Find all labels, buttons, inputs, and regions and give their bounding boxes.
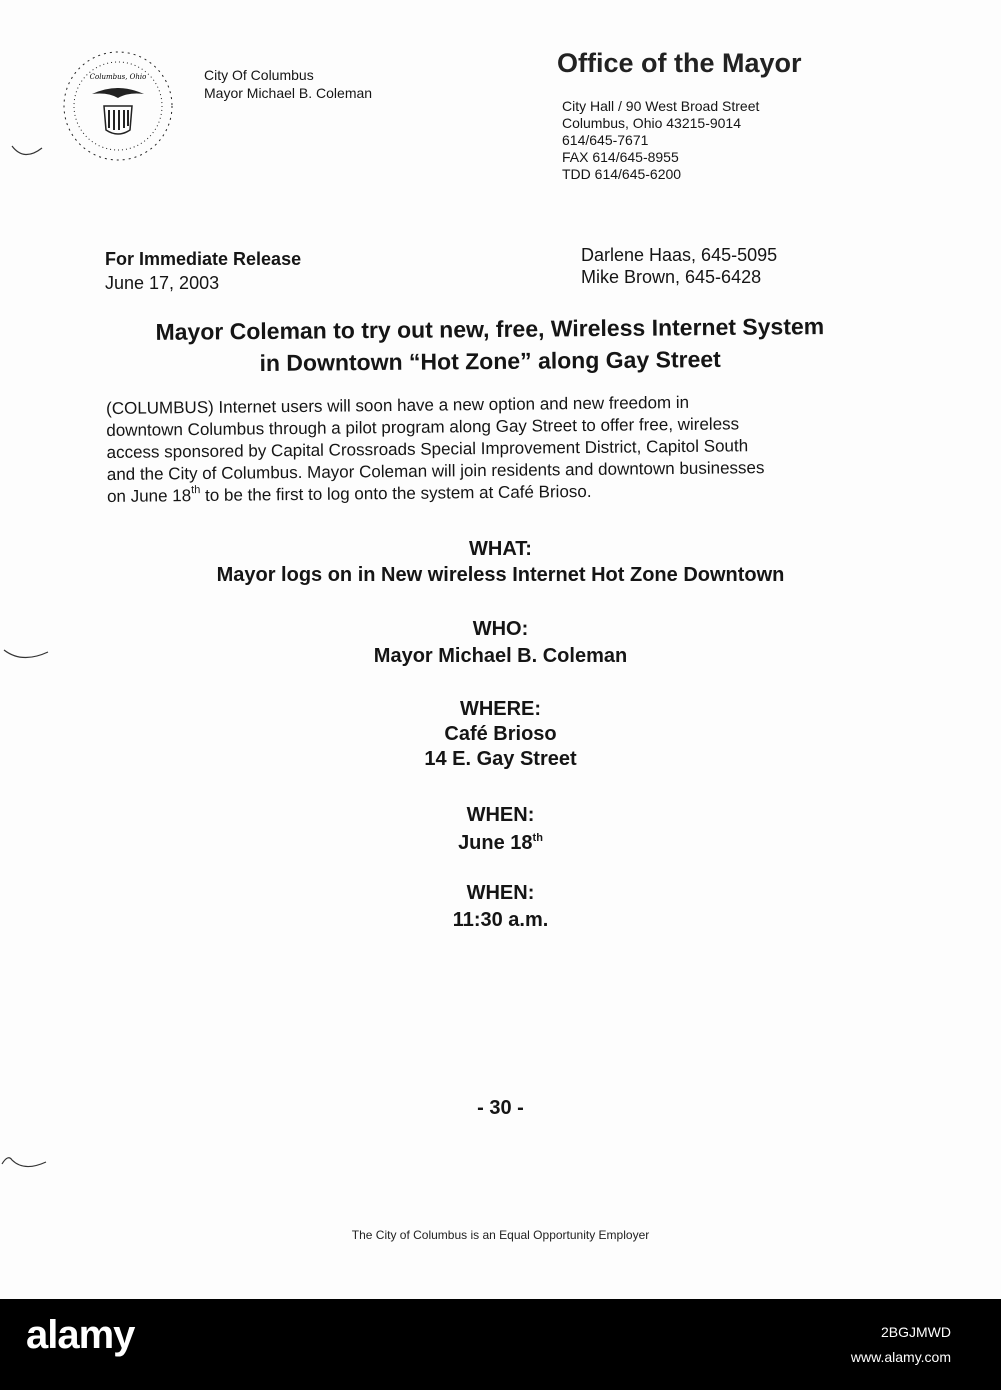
contact-line: Mike Brown, 645-6428 — [581, 267, 762, 287]
body-text-fragment: on June 18 — [106, 486, 192, 506]
address-line: City Hall / 90 West Broad Street — [562, 98, 760, 114]
body-paragraph — [106, 390, 907, 508]
ordinal-suffix: th — [532, 832, 543, 844]
fax-line: FAX 614/645-8955 — [562, 149, 679, 165]
punch-hole-mark-icon — [0, 1150, 52, 1176]
when-section — [0, 803, 1001, 856]
phone-line: 614/645-7671 — [562, 132, 649, 148]
city-seal-icon — [58, 46, 178, 166]
page-number: - 30 - — [477, 1097, 524, 1119]
body-line: access sponsored by Capital Crossroads Special Improvement District, Capitol South — [106, 436, 749, 462]
who-value: Mayor Michael B. Coleman — [373, 645, 628, 667]
office-address — [562, 98, 759, 183]
release-date: June 17, 2003 — [105, 273, 220, 293]
where-label: WHERE: — [459, 698, 542, 720]
who-section — [0, 617, 1001, 669]
punch-hole-mark-icon — [8, 140, 48, 164]
where-address: 14 E. Gay Street — [424, 748, 577, 770]
headline — [80, 309, 901, 380]
tdd-line: TDD 614/645-6200 — [562, 166, 682, 182]
body-line: (COLUMBUS) Internet users will soon have a new option and new freedom in — [106, 392, 690, 418]
ordinal-suffix: th — [191, 484, 201, 497]
when-date — [0, 831, 1001, 856]
city-name: City Of Columbus — [204, 67, 314, 83]
contacts — [581, 244, 777, 288]
what-section — [0, 537, 1001, 588]
where-section — [0, 697, 1001, 772]
headline-line: in Downtown “Hot Zone” along Gay Street — [259, 345, 721, 377]
mayor-name: Mayor Michael B. Coleman — [204, 85, 373, 101]
watermark-bar — [0, 1299, 1001, 1390]
svg-text:Columbus, Ohio: Columbus, Ohio — [89, 73, 147, 81]
office-title: Office of the Mayor — [557, 48, 802, 78]
when-date-text: June 18 — [458, 832, 533, 854]
watermark-url: www.alamy.com — [850, 1349, 951, 1365]
time-label: WHEN: — [466, 882, 535, 904]
footer-note: The City of Columbus is an Equal Opportunity Employer — [351, 1228, 650, 1242]
alamy-logo: alamy — [26, 1313, 135, 1357]
time-value: 11:30 a.m. — [452, 909, 549, 931]
headline-line: Mayor Coleman to try out new, free, Wireless Internet System — [155, 313, 825, 345]
image-id: 2BGJMWD — [881, 1324, 951, 1340]
what-label: WHAT: — [469, 538, 532, 560]
who-label: WHO: — [472, 618, 529, 640]
address-line: Columbus, Ohio 43215-9014 — [562, 115, 742, 131]
body-line: and the City of Columbus. Mayor Coleman will join residents and downtown businesses — [106, 458, 765, 484]
body-text-fragment: to be the first to log onto the system at Café Brioso. — [200, 481, 592, 506]
punch-hole-mark-icon — [2, 640, 54, 666]
when-label: WHEN: — [466, 804, 535, 826]
body-line: downtown Columbus through a pilot program along Gay Street to offer free, wireless — [106, 414, 740, 440]
where-venue: Café Brioso — [444, 723, 557, 745]
time-section — [0, 881, 1001, 933]
release-label: For Immediate Release — [105, 249, 302, 269]
contact-line: Darlene Haas, 645-5095 — [581, 245, 778, 265]
what-value: Mayor logs on in New wireless Internet Hot Zone Downtown — [216, 564, 785, 586]
